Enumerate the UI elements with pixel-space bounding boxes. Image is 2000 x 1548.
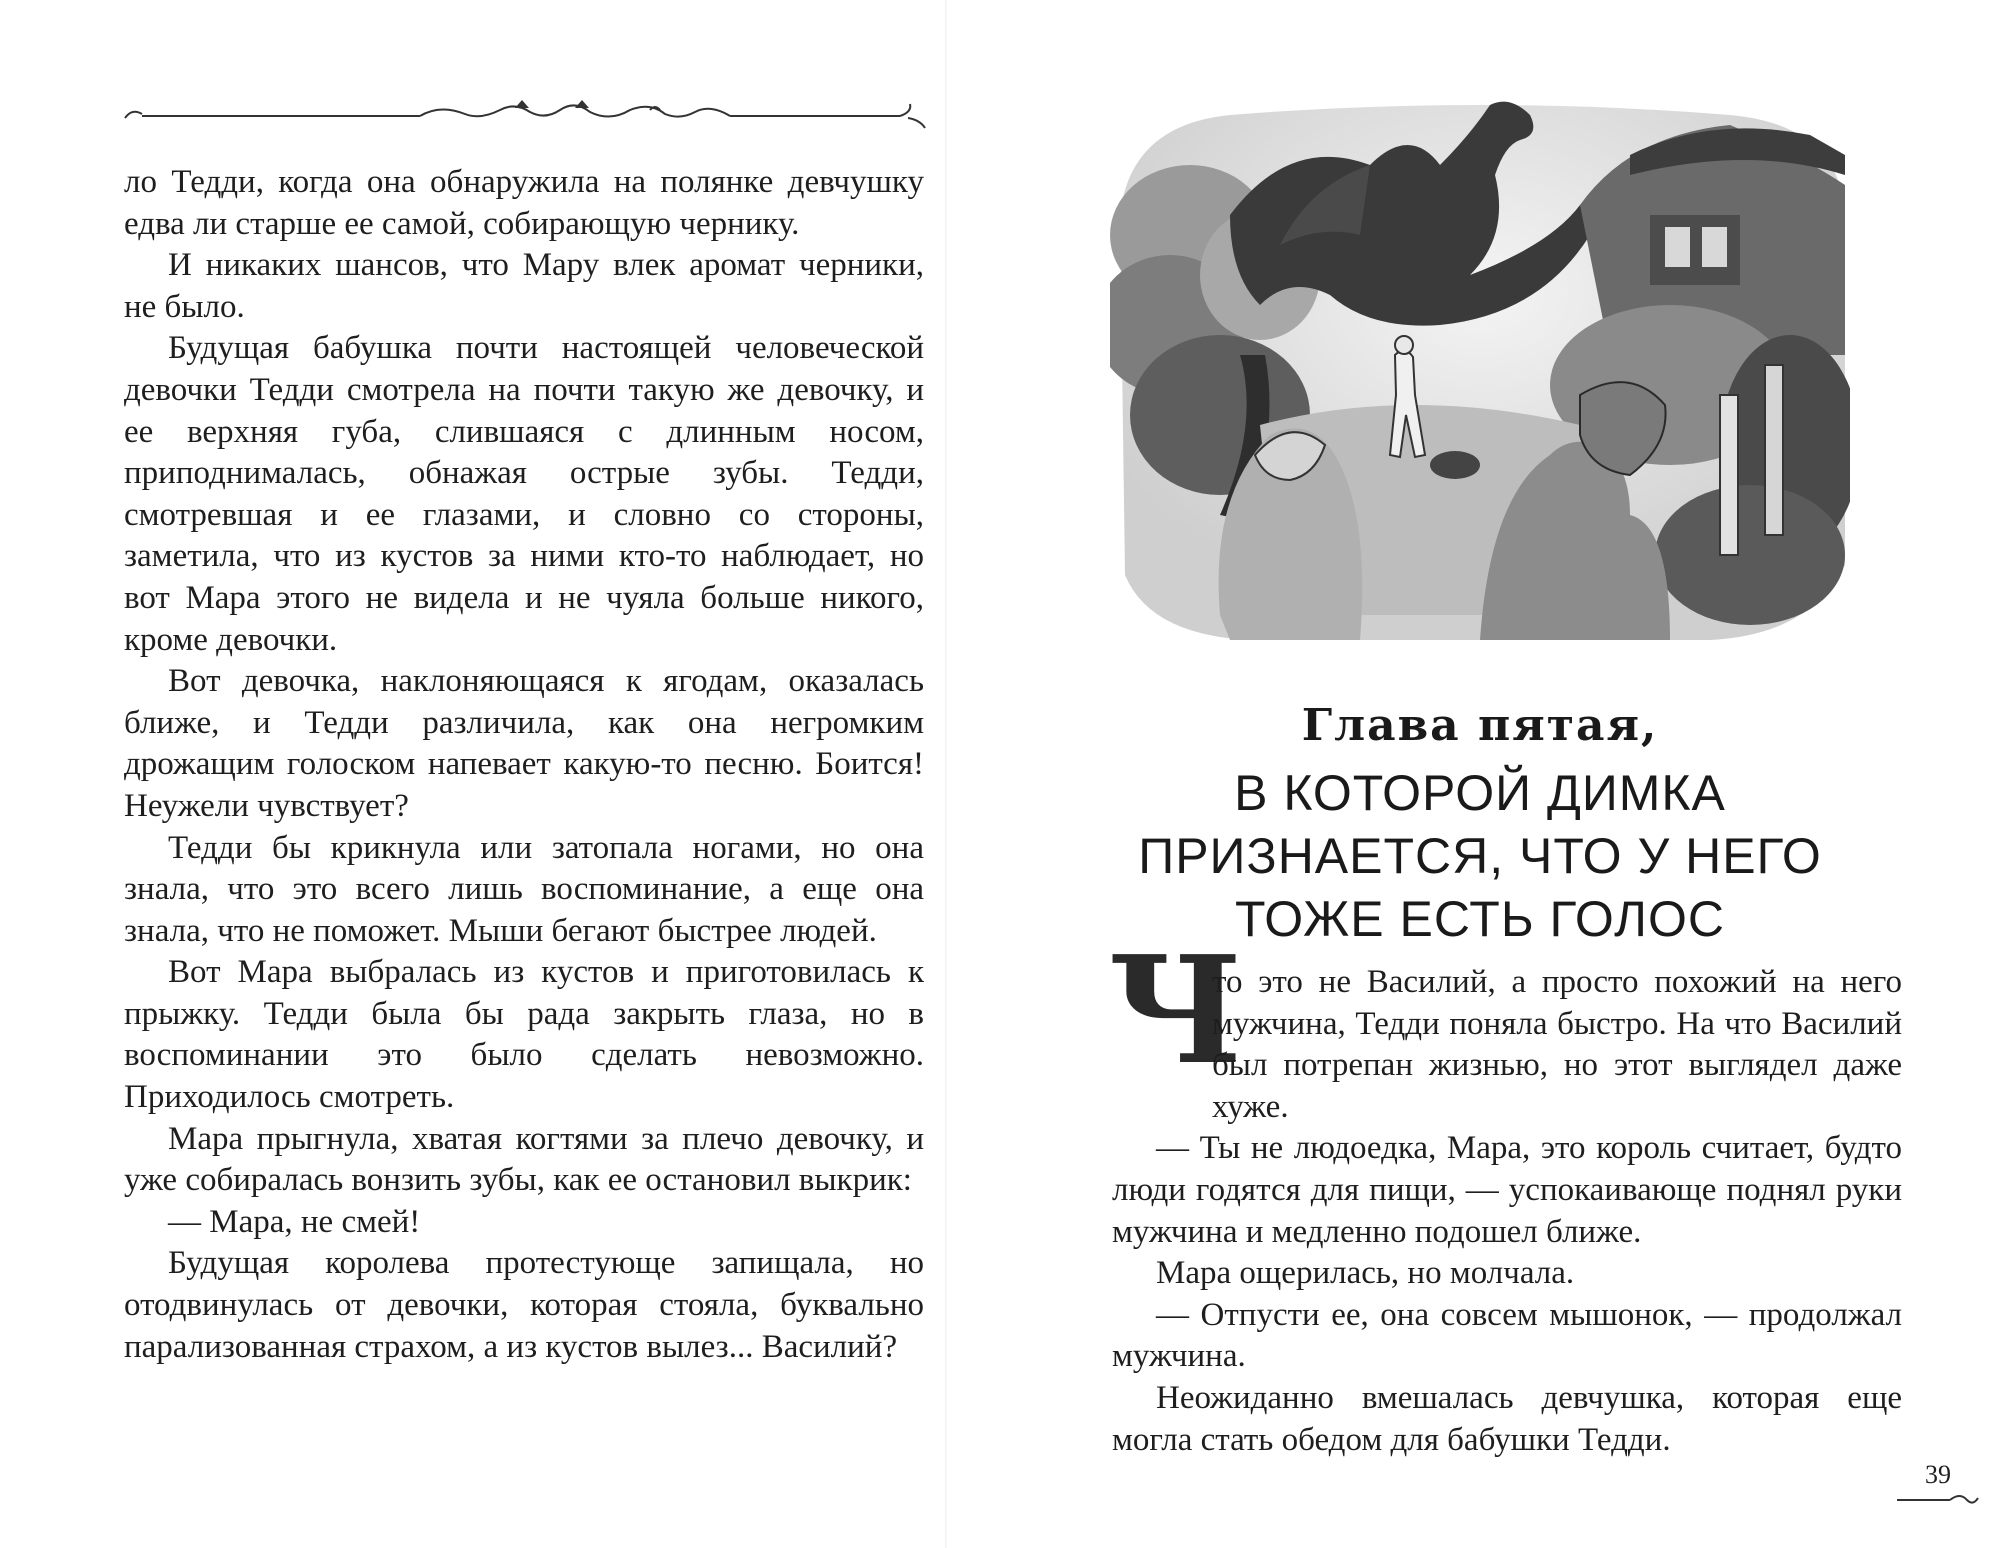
dragon-illustration-icon: [1110, 95, 1850, 650]
paragraph: Будущая королева протестующе запищала, но отодвинулась от девочки, которая стояла, буквально парализованная страхом, а из кустов вылез... Василий?: [124, 1245, 924, 1365]
paragraph: Тедди бы крикнула или затопала ногами, но она знала, что это всего лишь воспоминание, а еще она знала, что не поможет. Мыши бегают быстрее людей.: [124, 829, 924, 949]
paragraph: И никаких шансов, что Мару влек аромат черники, не было.: [124, 247, 924, 325]
page-number-swash-icon: [1895, 1488, 1980, 1510]
chapter-title-line: В КОТОРОЙ ДИМКА: [1234, 765, 1726, 821]
paragraph: Мара прыгнула, хватая когтями за плечо девочку, и уже собиралась вонзить зубы, как ее остановил выкрик:: [124, 1120, 924, 1199]
page-number: 39: [1925, 1460, 1951, 1489]
paragraph: Вот девочка, наклоняющаяся к ягодам, оказалась ближе, и Тедди различила, как она негромким дрожащим голоском напевает какую-то песню. Боится! Неужели чувствует?: [124, 663, 924, 824]
right-page: [1000, 0, 2000, 1548]
chapter-label: Глава пятая,: [1301, 700, 1659, 751]
paragraph: — Мара, не смей!: [168, 1203, 421, 1240]
paragraph: Неожиданно вмешалась девчушка, которая еще могла стать обедом для бабушки Тедди.: [1112, 1379, 1902, 1458]
chapter-title-line: ТОЖЕ ЕСТЬ ГОЛОС: [1235, 891, 1725, 947]
paragraph: — Ты не людоедка, Мара, это король считает, будто люди годятся для пищи, — успокаивающе поднял руки мужчина и медленно подошел ближе.: [1112, 1130, 1902, 1250]
right-page-text: [1112, 962, 1902, 1461]
paragraph: Будущая бабушка почти настоящей человеческой девочки Тедди смотрела на почти такую же девочку, и ее верхняя губа, слившаяся с длинным носом, приподнималась, обнажая острые зубы. Тедди, смотревшая и ее глазами, и словно со стороны, заметила, что из кустов за ними кто-то наблюдает, но вот Мара этого не видела и не чуяла больше никого, кроме девочки.: [124, 330, 924, 658]
left-page: [0, 0, 990, 1548]
header-ornament-icon: [120, 90, 930, 140]
paragraph: ло Тедди, когда она обнаружила на полянке девчушку едва ли старше ее самой, собирающую чернику.: [124, 164, 924, 242]
paragraph: — Отпусти ее, она совсем мышонок, — продолжал мужчина.: [1112, 1296, 1902, 1375]
chapter-title-line: ПРИЗНАЕТСЯ, ЧТО У НЕГО: [1138, 828, 1822, 884]
paragraph: Мара ощерилась, но молчала.: [1156, 1255, 1575, 1292]
left-page-text: [124, 162, 924, 1368]
drop-cap: Ч: [1108, 923, 1244, 1097]
paragraph: Вот Мара выбралась из кустов и приготовилась к прыжку. Тедди была бы рада закрыть глаза, но в воспоминании это было сделать невозможно. Приходилось смотреть.: [124, 954, 924, 1116]
lead-paragraph: то это не Василий, а просто похожий на него мужчина, Тедди поняла быстро. На что Василий был потрепан жизнью, но этот выглядел даже хуже.: [1212, 964, 1902, 1125]
